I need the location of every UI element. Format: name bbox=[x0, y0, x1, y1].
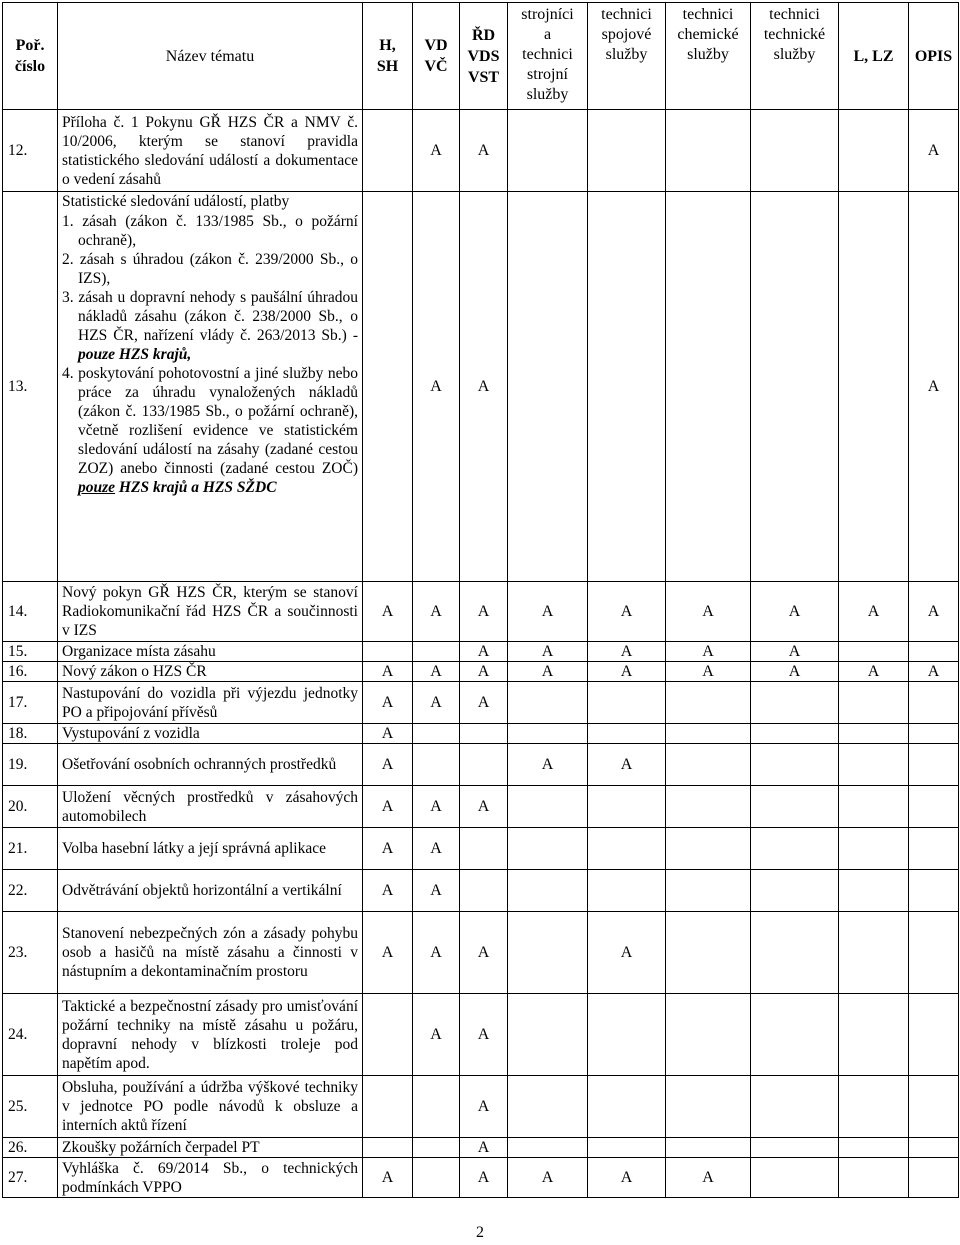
row-mark bbox=[508, 870, 588, 912]
table-row bbox=[3, 870, 959, 912]
row-number: 14. bbox=[3, 582, 58, 642]
row-mark bbox=[839, 1076, 909, 1138]
topic-item-4-text: 4. poskytování pohotovostní a jiné služby nebo práce za úhradu vynaložených nákladů (zákon č. 133/1985 Sb., o požární ochraně), včetně rozlišení evidence ve statistickém sledování událostí na zásahy (zadané cestou ZOZ) anebo činnosti (zadané cestou ZOČ) bbox=[62, 365, 358, 477]
row-mark bbox=[751, 192, 839, 582]
table-header bbox=[3, 3, 959, 110]
table-row bbox=[3, 828, 959, 870]
row-mark bbox=[413, 1138, 460, 1158]
topic-heading: Statistické sledování událostí, platby bbox=[62, 193, 290, 210]
row-mark: A bbox=[460, 642, 508, 662]
row-mark bbox=[909, 828, 959, 870]
header-technici-chemicke: technici chemické služby bbox=[666, 3, 751, 110]
row-number: 12. bbox=[3, 110, 58, 192]
row-mark: A bbox=[588, 642, 666, 662]
row-mark: A bbox=[508, 744, 588, 786]
row-mark bbox=[839, 682, 909, 724]
row-topic: Nový pokyn GŘ HZS ČR, kterým se stanoví Radiokomunikační řád HZS ČR a součinnosti v IZS bbox=[58, 582, 363, 642]
table-row bbox=[3, 1158, 959, 1198]
row-number: 19. bbox=[3, 744, 58, 786]
row-mark: A bbox=[460, 582, 508, 642]
row-mark: A bbox=[413, 912, 460, 994]
row-number: 26. bbox=[3, 1138, 58, 1158]
row-mark bbox=[508, 1138, 588, 1158]
row-number: 13. bbox=[3, 192, 58, 582]
topic-item-4 bbox=[62, 364, 358, 497]
row-mark: A bbox=[363, 1158, 413, 1198]
row-mark bbox=[460, 828, 508, 870]
row-number: 16. bbox=[3, 662, 58, 682]
row-mark bbox=[751, 682, 839, 724]
row-mark bbox=[588, 682, 666, 724]
row-mark: A bbox=[508, 1158, 588, 1198]
row-number: 21. bbox=[3, 828, 58, 870]
table-row bbox=[3, 192, 959, 582]
row-mark: A bbox=[460, 682, 508, 724]
header-technici-technicke: technici technické služby bbox=[751, 3, 839, 110]
row-topic: Zkoušky požárních čerpadel PT bbox=[58, 1138, 363, 1158]
header-vd-vc: VD VČ bbox=[413, 3, 460, 110]
row-mark bbox=[909, 870, 959, 912]
row-mark: A bbox=[413, 828, 460, 870]
row-mark bbox=[909, 1076, 959, 1138]
row-mark: A bbox=[588, 912, 666, 994]
row-topic bbox=[58, 192, 363, 582]
row-mark bbox=[508, 192, 588, 582]
row-mark bbox=[751, 1158, 839, 1198]
row-mark: A bbox=[460, 1076, 508, 1138]
row-mark bbox=[751, 110, 839, 192]
row-mark: A bbox=[909, 582, 959, 642]
row-mark bbox=[839, 994, 909, 1076]
row-mark bbox=[588, 724, 666, 744]
row-mark bbox=[839, 744, 909, 786]
row-mark: A bbox=[413, 682, 460, 724]
row-mark bbox=[460, 870, 508, 912]
row-mark: A bbox=[413, 786, 460, 828]
row-mark bbox=[508, 786, 588, 828]
row-mark: A bbox=[839, 582, 909, 642]
row-topic: Organizace místa zásahu bbox=[58, 642, 363, 662]
row-mark bbox=[751, 994, 839, 1076]
topic-item-1: 1. zásah (zákon č. 133/1985 Sb., o požární ochraně), bbox=[62, 213, 358, 249]
row-mark: A bbox=[363, 662, 413, 682]
table-row bbox=[3, 1138, 959, 1158]
row-mark: A bbox=[909, 192, 959, 582]
table-row bbox=[3, 786, 959, 828]
topic-item-4-emphasis-2: HZS krajů a HZS SŽDC bbox=[118, 479, 277, 496]
row-mark bbox=[839, 870, 909, 912]
row-topic: Ošetřování osobních ochranných prostředků bbox=[58, 744, 363, 786]
row-mark: A bbox=[363, 828, 413, 870]
row-mark bbox=[508, 994, 588, 1076]
row-mark bbox=[588, 994, 666, 1076]
row-mark bbox=[588, 828, 666, 870]
row-number: 24. bbox=[3, 994, 58, 1076]
row-mark bbox=[666, 994, 751, 1076]
row-mark bbox=[751, 870, 839, 912]
row-number: 15. bbox=[3, 642, 58, 662]
row-mark: A bbox=[460, 1158, 508, 1198]
row-mark: A bbox=[413, 192, 460, 582]
row-mark: A bbox=[588, 582, 666, 642]
row-topic: Odvětrávání objektů horizontální a vertikální bbox=[58, 870, 363, 912]
row-number: 20. bbox=[3, 786, 58, 828]
row-mark bbox=[588, 786, 666, 828]
row-mark: A bbox=[413, 662, 460, 682]
row-mark bbox=[839, 828, 909, 870]
row-mark bbox=[839, 642, 909, 662]
row-mark bbox=[666, 1076, 751, 1138]
row-mark: A bbox=[413, 870, 460, 912]
row-mark bbox=[751, 744, 839, 786]
row-topic: Vyhláška č. 69/2014 Sb., o technických podmínkách VPPO bbox=[58, 1158, 363, 1198]
row-mark: A bbox=[751, 662, 839, 682]
row-mark: A bbox=[413, 110, 460, 192]
row-mark bbox=[909, 1138, 959, 1158]
row-mark: A bbox=[909, 110, 959, 192]
page-number: 2 bbox=[476, 1224, 484, 1241]
table-row bbox=[3, 1076, 959, 1138]
row-mark bbox=[751, 912, 839, 994]
row-mark bbox=[363, 1076, 413, 1138]
training-topics-table bbox=[2, 2, 959, 1198]
row-number: 18. bbox=[3, 724, 58, 744]
row-mark bbox=[666, 786, 751, 828]
row-mark bbox=[839, 724, 909, 744]
row-mark bbox=[413, 642, 460, 662]
row-mark bbox=[839, 786, 909, 828]
row-mark: A bbox=[363, 912, 413, 994]
row-topic: Vystupování z vozidla bbox=[58, 724, 363, 744]
row-mark bbox=[909, 994, 959, 1076]
row-mark: A bbox=[363, 786, 413, 828]
row-number: 27. bbox=[3, 1158, 58, 1198]
row-mark: A bbox=[751, 582, 839, 642]
table-row bbox=[3, 682, 959, 724]
topic-item-3-text: 3. zásah u dopravní nehody s paušální úhradou nákladů zásahu (zákon č. 238/2000 Sb., o HZS ČR, nařízení vlády č. 263/2013 Sb.) - bbox=[62, 289, 358, 344]
row-topic: Příloha č. 1 Pokynu GŘ HZS ČR a NMV č. 10/2006, kterým se stanoví pravidla statistického sledování událostí a dokumentace o vedení zásahů bbox=[58, 110, 363, 192]
row-mark bbox=[588, 1076, 666, 1138]
topic-item-2: 2. zásah s úhradou (zákon č. 239/2000 Sb., o IZS), bbox=[62, 251, 358, 287]
row-mark bbox=[413, 744, 460, 786]
table-row bbox=[3, 994, 959, 1076]
row-mark bbox=[909, 912, 959, 994]
row-mark bbox=[413, 1158, 460, 1198]
row-topic: Nový zákon o HZS ČR bbox=[58, 662, 363, 682]
row-mark: A bbox=[460, 110, 508, 192]
row-mark bbox=[508, 682, 588, 724]
row-topic: Volba hasební látky a její správná aplikace bbox=[58, 828, 363, 870]
row-mark: A bbox=[460, 786, 508, 828]
row-mark bbox=[666, 744, 751, 786]
row-mark bbox=[666, 682, 751, 724]
row-mark bbox=[909, 786, 959, 828]
header-nazev-tematu: Název tématu bbox=[58, 3, 363, 110]
row-mark bbox=[666, 192, 751, 582]
row-mark bbox=[666, 828, 751, 870]
row-mark bbox=[413, 1076, 460, 1138]
row-topic: Stanovení nebezpečných zón a zásady pohybu osob a hasičů na místě zásahu a činnosti v nástupním a dekontaminačním prostoru bbox=[58, 912, 363, 994]
row-mark: A bbox=[909, 662, 959, 682]
row-mark bbox=[909, 642, 959, 662]
row-mark bbox=[460, 744, 508, 786]
table-row bbox=[3, 912, 959, 994]
row-mark: A bbox=[363, 744, 413, 786]
row-mark bbox=[839, 1138, 909, 1158]
row-mark: A bbox=[460, 994, 508, 1076]
row-mark bbox=[588, 870, 666, 912]
row-mark: A bbox=[839, 662, 909, 682]
row-mark: A bbox=[413, 994, 460, 1076]
table-row bbox=[3, 744, 959, 786]
row-mark bbox=[508, 912, 588, 994]
row-topic: Taktické a bezpečnostní zásady pro umisťování požární techniky na místě zásahu u požáru, dopravní nehody v blízkosti troleje pod napětím apod. bbox=[58, 994, 363, 1076]
row-topic: Uložení věcných prostředků v zásahových automobilech bbox=[58, 786, 363, 828]
header-h-sh: H, SH bbox=[363, 3, 413, 110]
row-mark: A bbox=[666, 1158, 751, 1198]
header-strojnici: strojníci a technici strojní služby bbox=[508, 3, 588, 110]
row-mark bbox=[363, 192, 413, 582]
row-mark: A bbox=[508, 642, 588, 662]
row-number: 23. bbox=[3, 912, 58, 994]
row-mark bbox=[363, 994, 413, 1076]
row-mark bbox=[413, 724, 460, 744]
row-mark bbox=[666, 870, 751, 912]
row-number: 25. bbox=[3, 1076, 58, 1138]
table-row bbox=[3, 724, 959, 744]
row-mark: A bbox=[363, 582, 413, 642]
row-mark bbox=[751, 724, 839, 744]
header-rd-vds-vst: ŘD VDS VST bbox=[460, 3, 508, 110]
row-topic: Obsluha, používání a údržba výškové techniky v jednotce PO podle návodů k obsluze a interních aktů řízení bbox=[58, 1076, 363, 1138]
row-mark: A bbox=[363, 724, 413, 744]
row-mark bbox=[363, 1138, 413, 1158]
table-row bbox=[3, 110, 959, 192]
table-row bbox=[3, 662, 959, 682]
row-mark: A bbox=[666, 662, 751, 682]
row-mark: A bbox=[588, 744, 666, 786]
row-mark: A bbox=[666, 582, 751, 642]
row-mark: A bbox=[588, 1158, 666, 1198]
header-l-lz: L, LZ bbox=[839, 3, 909, 110]
row-mark bbox=[666, 1138, 751, 1158]
row-mark bbox=[588, 192, 666, 582]
row-number: 22. bbox=[3, 870, 58, 912]
row-mark bbox=[751, 828, 839, 870]
row-mark bbox=[909, 724, 959, 744]
row-mark bbox=[508, 1076, 588, 1138]
row-topic: Nastupování do vozidla při výjezdu jednotky PO a připojování přívěsů bbox=[58, 682, 363, 724]
row-mark bbox=[666, 912, 751, 994]
row-mark bbox=[909, 1158, 959, 1198]
row-mark: A bbox=[508, 662, 588, 682]
row-mark bbox=[666, 110, 751, 192]
row-mark bbox=[363, 642, 413, 662]
row-mark: A bbox=[363, 682, 413, 724]
row-mark bbox=[588, 110, 666, 192]
row-mark: A bbox=[508, 582, 588, 642]
row-mark bbox=[909, 744, 959, 786]
header-technici-spojove: technici spojové služby bbox=[588, 3, 666, 110]
row-mark bbox=[839, 1158, 909, 1198]
row-mark bbox=[751, 1076, 839, 1138]
row-mark: A bbox=[413, 582, 460, 642]
row-mark bbox=[363, 110, 413, 192]
table-body bbox=[3, 110, 959, 1198]
row-mark bbox=[751, 786, 839, 828]
topic-item-4-emphasis: pouze bbox=[78, 479, 116, 496]
row-mark bbox=[839, 110, 909, 192]
row-number: 17. bbox=[3, 682, 58, 724]
row-mark: A bbox=[751, 642, 839, 662]
row-mark: A bbox=[460, 192, 508, 582]
row-mark: A bbox=[460, 912, 508, 994]
row-mark: A bbox=[588, 662, 666, 682]
table-row bbox=[3, 582, 959, 642]
row-mark bbox=[839, 192, 909, 582]
row-mark: A bbox=[666, 642, 751, 662]
row-mark bbox=[508, 724, 588, 744]
row-mark bbox=[839, 912, 909, 994]
row-mark bbox=[909, 682, 959, 724]
row-mark bbox=[751, 1138, 839, 1158]
row-mark bbox=[508, 110, 588, 192]
topic-item-3 bbox=[62, 288, 358, 364]
topic-item-3-emphasis: pouze HZS krajů, bbox=[78, 346, 192, 363]
row-mark bbox=[588, 1138, 666, 1158]
row-mark bbox=[460, 724, 508, 744]
row-mark: A bbox=[460, 662, 508, 682]
header-poradove-cislo: Poř. číslo bbox=[3, 3, 58, 110]
row-mark: A bbox=[460, 1138, 508, 1158]
row-mark bbox=[666, 724, 751, 744]
row-mark bbox=[508, 828, 588, 870]
row-mark: A bbox=[363, 870, 413, 912]
header-opis: OPIS bbox=[909, 3, 959, 110]
table-row bbox=[3, 642, 959, 662]
